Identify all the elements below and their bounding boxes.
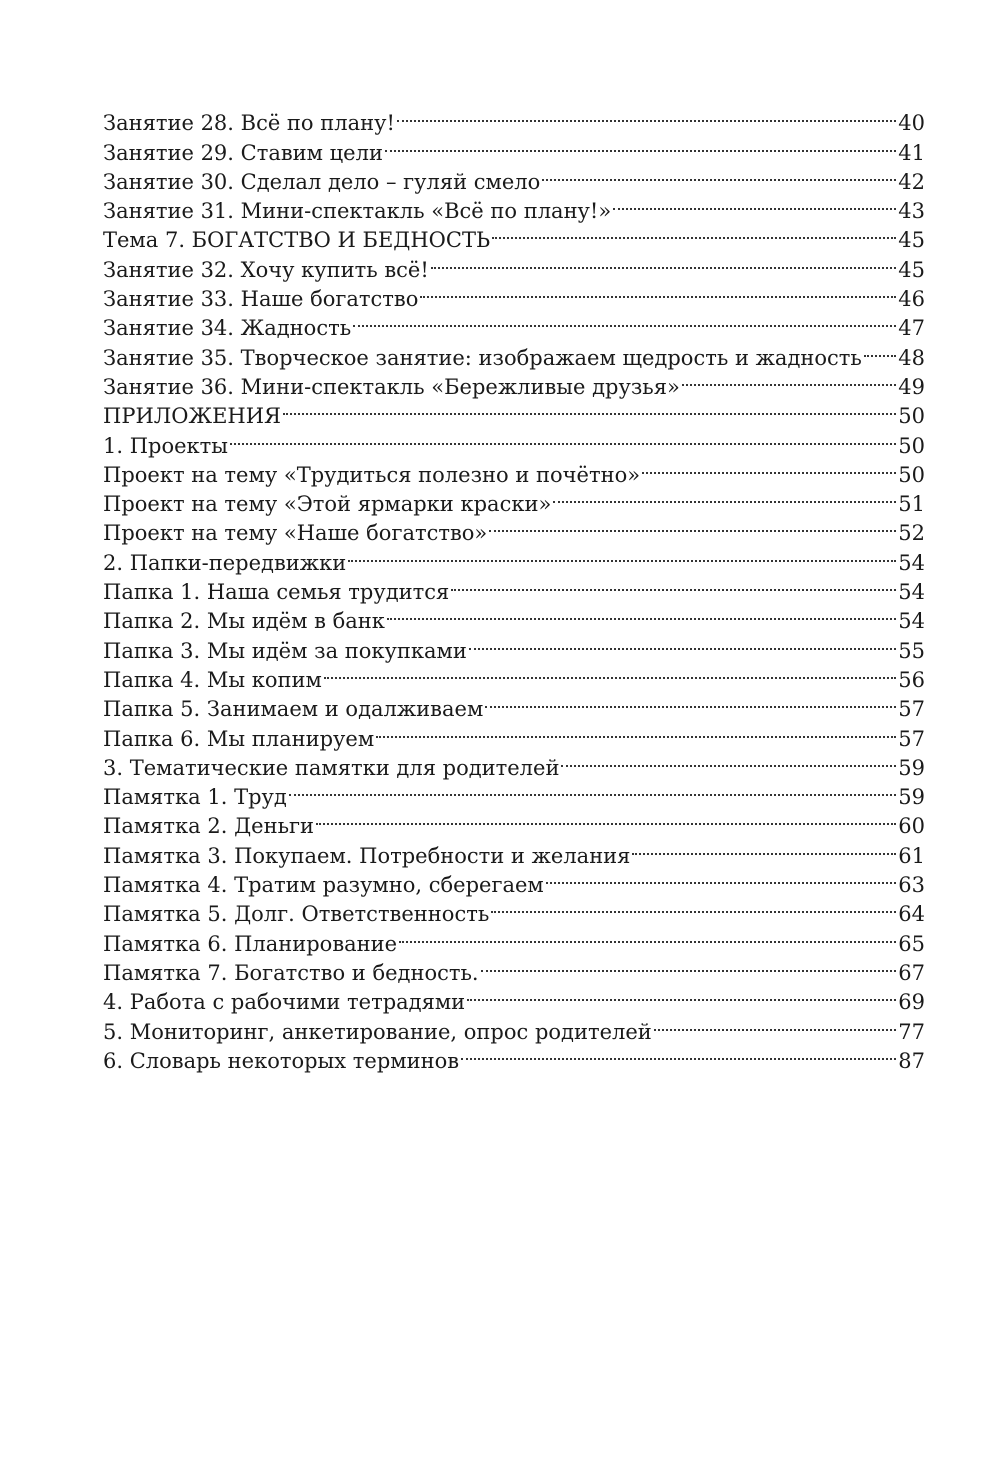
toc-entry-title: Занятие 29. Ставим цели bbox=[103, 140, 383, 165]
toc-entry-title: Занятие 31. Мини-спектакль «Всё по плану!» bbox=[103, 199, 612, 224]
toc-entry-page: 55 bbox=[898, 638, 925, 663]
toc-dot-leader bbox=[632, 833, 896, 862]
toc-entry-title: Памятка 4. Тратим разумно, сберегаем bbox=[103, 873, 544, 898]
toc-entry-title: Папка 1. Наша семья трудится bbox=[103, 580, 450, 605]
toc-entry-page: 69 bbox=[898, 990, 925, 1015]
toc-dot-leader bbox=[230, 423, 896, 452]
toc-dot-leader bbox=[324, 658, 896, 687]
toc-entry-page: 40 bbox=[898, 111, 925, 136]
toc-entry-title: 6. Словарь некоторых терминов bbox=[103, 1048, 460, 1073]
toc-dot-leader bbox=[348, 540, 896, 569]
toc-entry-page: 54 bbox=[898, 580, 925, 605]
toc-entry-title: 3. Тематические памятки для родителей bbox=[103, 755, 560, 780]
toc-entry-page: 54 bbox=[898, 550, 925, 575]
toc-dot-leader bbox=[864, 335, 896, 364]
toc-dot-leader bbox=[546, 863, 897, 892]
toc-dot-leader bbox=[451, 570, 896, 599]
toc-entry-title: Занятие 30. Сделал дело – гуляй смело bbox=[103, 169, 541, 194]
toc-dot-leader bbox=[682, 365, 896, 394]
toc-dot-leader bbox=[316, 804, 896, 833]
toc-dot-leader bbox=[467, 980, 896, 1009]
toc-entry-page: 45 bbox=[898, 257, 925, 282]
toc-dot-leader bbox=[492, 218, 896, 247]
toc-entry-page: 50 bbox=[898, 462, 925, 487]
toc-dot-leader bbox=[387, 599, 896, 628]
toc-entry-title: Тема 7. БОГАТСТВО И БЕДНОСТЬ bbox=[103, 228, 491, 253]
toc-dot-leader bbox=[654, 1009, 896, 1038]
toc-dot-leader bbox=[481, 951, 897, 980]
toc-entry-page: 57 bbox=[898, 726, 925, 751]
toc-entry-title: Памятка 7. Богатство и бедность. bbox=[103, 960, 479, 985]
toc-entry-title: Памятка 5. Долг. Ответственность bbox=[103, 902, 490, 927]
toc-entry-page: 59 bbox=[898, 755, 925, 780]
toc-dot-leader bbox=[385, 130, 896, 159]
toc-dot-leader bbox=[376, 716, 896, 745]
toc-entry-title: ПРИЛОЖЕНИЯ bbox=[103, 404, 282, 429]
toc-entry-title: Папка 5. Занимаем и одалживаем bbox=[103, 697, 484, 722]
toc-entry-title: Памятка 6. Планирование bbox=[103, 931, 398, 956]
toc-dot-leader bbox=[491, 892, 896, 921]
toc-dot-leader bbox=[561, 746, 896, 775]
toc-entry-page: 64 bbox=[898, 902, 925, 927]
toc-dot-leader bbox=[642, 453, 896, 482]
toc-entry-page: 45 bbox=[898, 228, 925, 253]
toc-entry-title: Папка 6. Мы планируем bbox=[103, 726, 375, 751]
toc-dot-leader bbox=[420, 277, 896, 306]
toc-entry-title: 2. Папки-передвижки bbox=[103, 550, 347, 575]
toc-entry-page: 42 bbox=[898, 169, 925, 194]
toc-entry-page: 87 bbox=[898, 1048, 925, 1073]
toc-entry-page: 61 bbox=[898, 843, 925, 868]
toc-entry-page: 56 bbox=[898, 667, 925, 692]
toc-entry-page: 54 bbox=[898, 609, 925, 634]
toc-dot-leader bbox=[489, 511, 896, 540]
toc-entry-page: 77 bbox=[898, 1019, 925, 1044]
toc-dot-leader bbox=[397, 101, 896, 130]
toc-entry-page: 59 bbox=[898, 785, 925, 810]
toc-entry-title: Занятие 32. Хочу купить всё! bbox=[103, 257, 429, 282]
toc-entry-title: Памятка 1. Труд bbox=[103, 785, 287, 810]
toc-entry-title: Занятие 35. Творческое занятие: изображаем щедрость и жадность bbox=[103, 345, 862, 370]
toc-entry-title: Занятие 28. Всё по плану! bbox=[103, 111, 395, 136]
toc-dot-leader bbox=[289, 775, 896, 804]
toc-entry-page: 52 bbox=[898, 521, 925, 546]
toc-entry-page: 67 bbox=[898, 960, 925, 985]
toc-dot-leader bbox=[431, 247, 896, 276]
toc-entry-title: Проект на тему «Наше богатство» bbox=[103, 521, 488, 546]
toc-entry-title: Папка 4. Мы копим bbox=[103, 667, 322, 692]
toc-entry-title: Памятка 2. Деньги bbox=[103, 814, 314, 839]
toc-entry[interactable] bbox=[103, 101, 925, 136]
toc-dot-leader bbox=[542, 160, 896, 189]
toc-entry-page: 49 bbox=[898, 374, 925, 399]
toc-dot-leader bbox=[353, 306, 896, 335]
toc-dot-leader bbox=[485, 687, 896, 716]
toc-entry-page: 41 bbox=[898, 140, 925, 165]
toc-entry-page: 46 bbox=[898, 287, 925, 312]
toc-entry-title: Папка 3. Мы идём за покупками bbox=[103, 638, 467, 663]
toc-entry-title: Проект на тему «Трудиться полезно и почётно» bbox=[103, 462, 641, 487]
toc-entry-page: 65 bbox=[898, 931, 925, 956]
toc-entry-page: 57 bbox=[898, 697, 925, 722]
toc-entry-title: 1. Проекты bbox=[103, 433, 228, 458]
toc-entry-page: 43 bbox=[898, 199, 925, 224]
toc-dot-leader bbox=[461, 1039, 896, 1068]
toc-dot-leader bbox=[613, 189, 896, 218]
toc-dot-leader bbox=[283, 394, 896, 423]
toc-dot-leader bbox=[469, 628, 896, 657]
toc-entry-page: 63 bbox=[898, 873, 925, 898]
toc-entry-title: 4. Работа с рабочими тетрадями bbox=[103, 990, 466, 1015]
toc-entry-title: Проект на тему «Этой ярмарки краски» bbox=[103, 492, 552, 517]
toc-entry-page: 50 bbox=[898, 404, 925, 429]
toc-entry-title: Занятие 36. Мини-спектакль «Бережливые друзья» bbox=[103, 374, 680, 399]
toc-entry-title: Памятка 3. Покупаем. Потребности и желания bbox=[103, 843, 631, 868]
toc-entry-title: Занятие 33. Наше богатство bbox=[103, 287, 419, 312]
toc-dot-leader bbox=[399, 921, 896, 950]
toc-entry-page: 51 bbox=[898, 492, 925, 517]
toc-entry-title: Папка 2. Мы идём в банк bbox=[103, 609, 385, 634]
toc-dot-leader bbox=[553, 482, 896, 511]
toc-entry-title: 5. Мониторинг, анкетирование, опрос родителей bbox=[103, 1019, 652, 1044]
table-of-contents bbox=[103, 101, 925, 1073]
toc-entry-page: 50 bbox=[898, 433, 925, 458]
toc-entry-page: 47 bbox=[898, 316, 925, 341]
toc-entry-page: 48 bbox=[898, 345, 925, 370]
toc-entry-page: 60 bbox=[898, 814, 925, 839]
toc-entry-title: Занятие 34. Жадность bbox=[103, 316, 352, 341]
